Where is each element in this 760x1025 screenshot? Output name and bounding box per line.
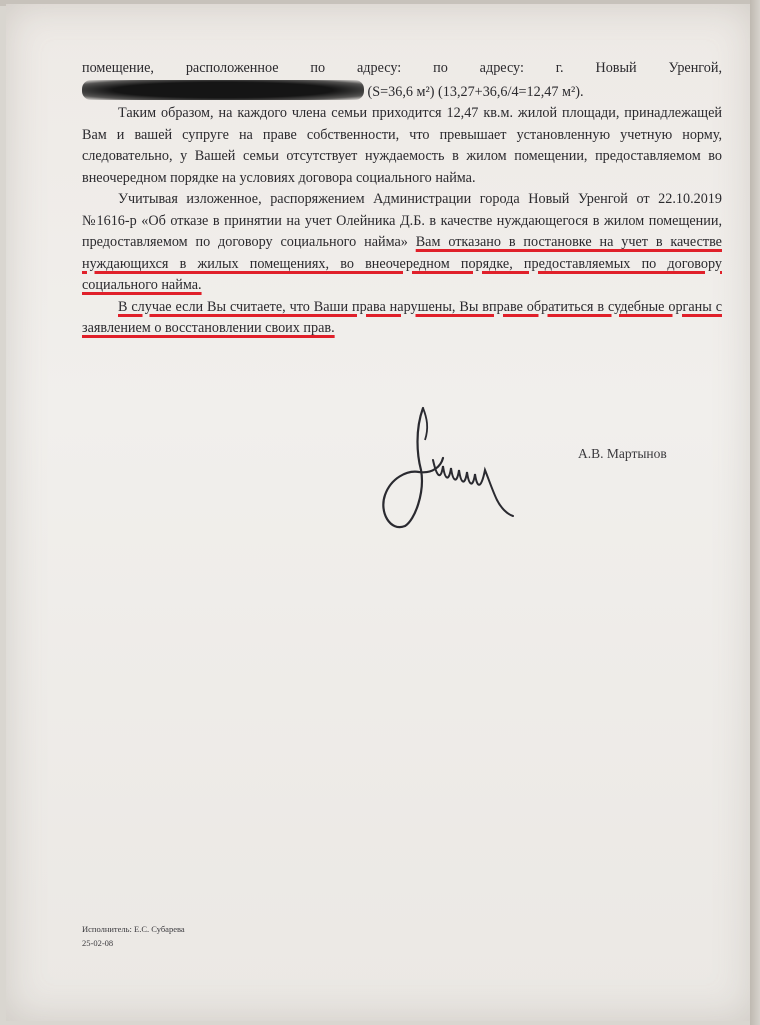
appeal-underlined: В случае если Вы считаете, что Ваши права нарушены, Вы вправе обратиться в судебные органы с заявлением о восстановлении своих прав.: [82, 298, 722, 336]
handwritten-signature: [375, 400, 520, 535]
executor-info: [82, 922, 185, 950]
executor-phone: 25-02-08: [82, 938, 114, 948]
paragraph-address: [82, 58, 722, 103]
paragraph-decision: [82, 189, 722, 297]
decision-text: Учитывая изложенное, распоряжением Администрации города Новый Уренгой от 22.10.2019 №1616-р «Об отказе в принятии на учет Олейника Д.Б. в качестве нуждающегося в жилом помещении, предоставляемом по договору социального найма»: [82, 191, 722, 250]
refusal-underlined: Вам отказано в постановке на учет в качестве нуждающихся в жилых помещениях, во внеочередном порядке, предоставляемых по договору социального найма.: [82, 234, 722, 293]
paragraph-appeal: [82, 297, 722, 340]
signer-name: А.В. Мартынов: [578, 446, 667, 461]
executor-name: Исполнитель: Е.С. Субарева: [82, 924, 185, 934]
paragraph-area: Таким образом, на каждого члена семьи приходится 12,47 кв.м. жилой площади, принадлежащей Вам и вашей супруге на праве собственности, что превышает установленную учетную норму, следовательно, у Вашей семьи отсутствует нуждаемость в жилом помещении, предоставляемом во внеочередном порядке на условиях договора социального найма.: [82, 105, 722, 186]
redacted-address: [82, 80, 364, 100]
area-calculation: (S=36,6 м²) (13,27+36,6/4=12,47 м²).: [367, 83, 584, 100]
photo-right-edge: [750, 0, 760, 1025]
letter-body: [82, 58, 722, 340]
address-line: помещение, расположенное по адресу: по адресу: г. Новый Уренгой,: [82, 60, 722, 76]
